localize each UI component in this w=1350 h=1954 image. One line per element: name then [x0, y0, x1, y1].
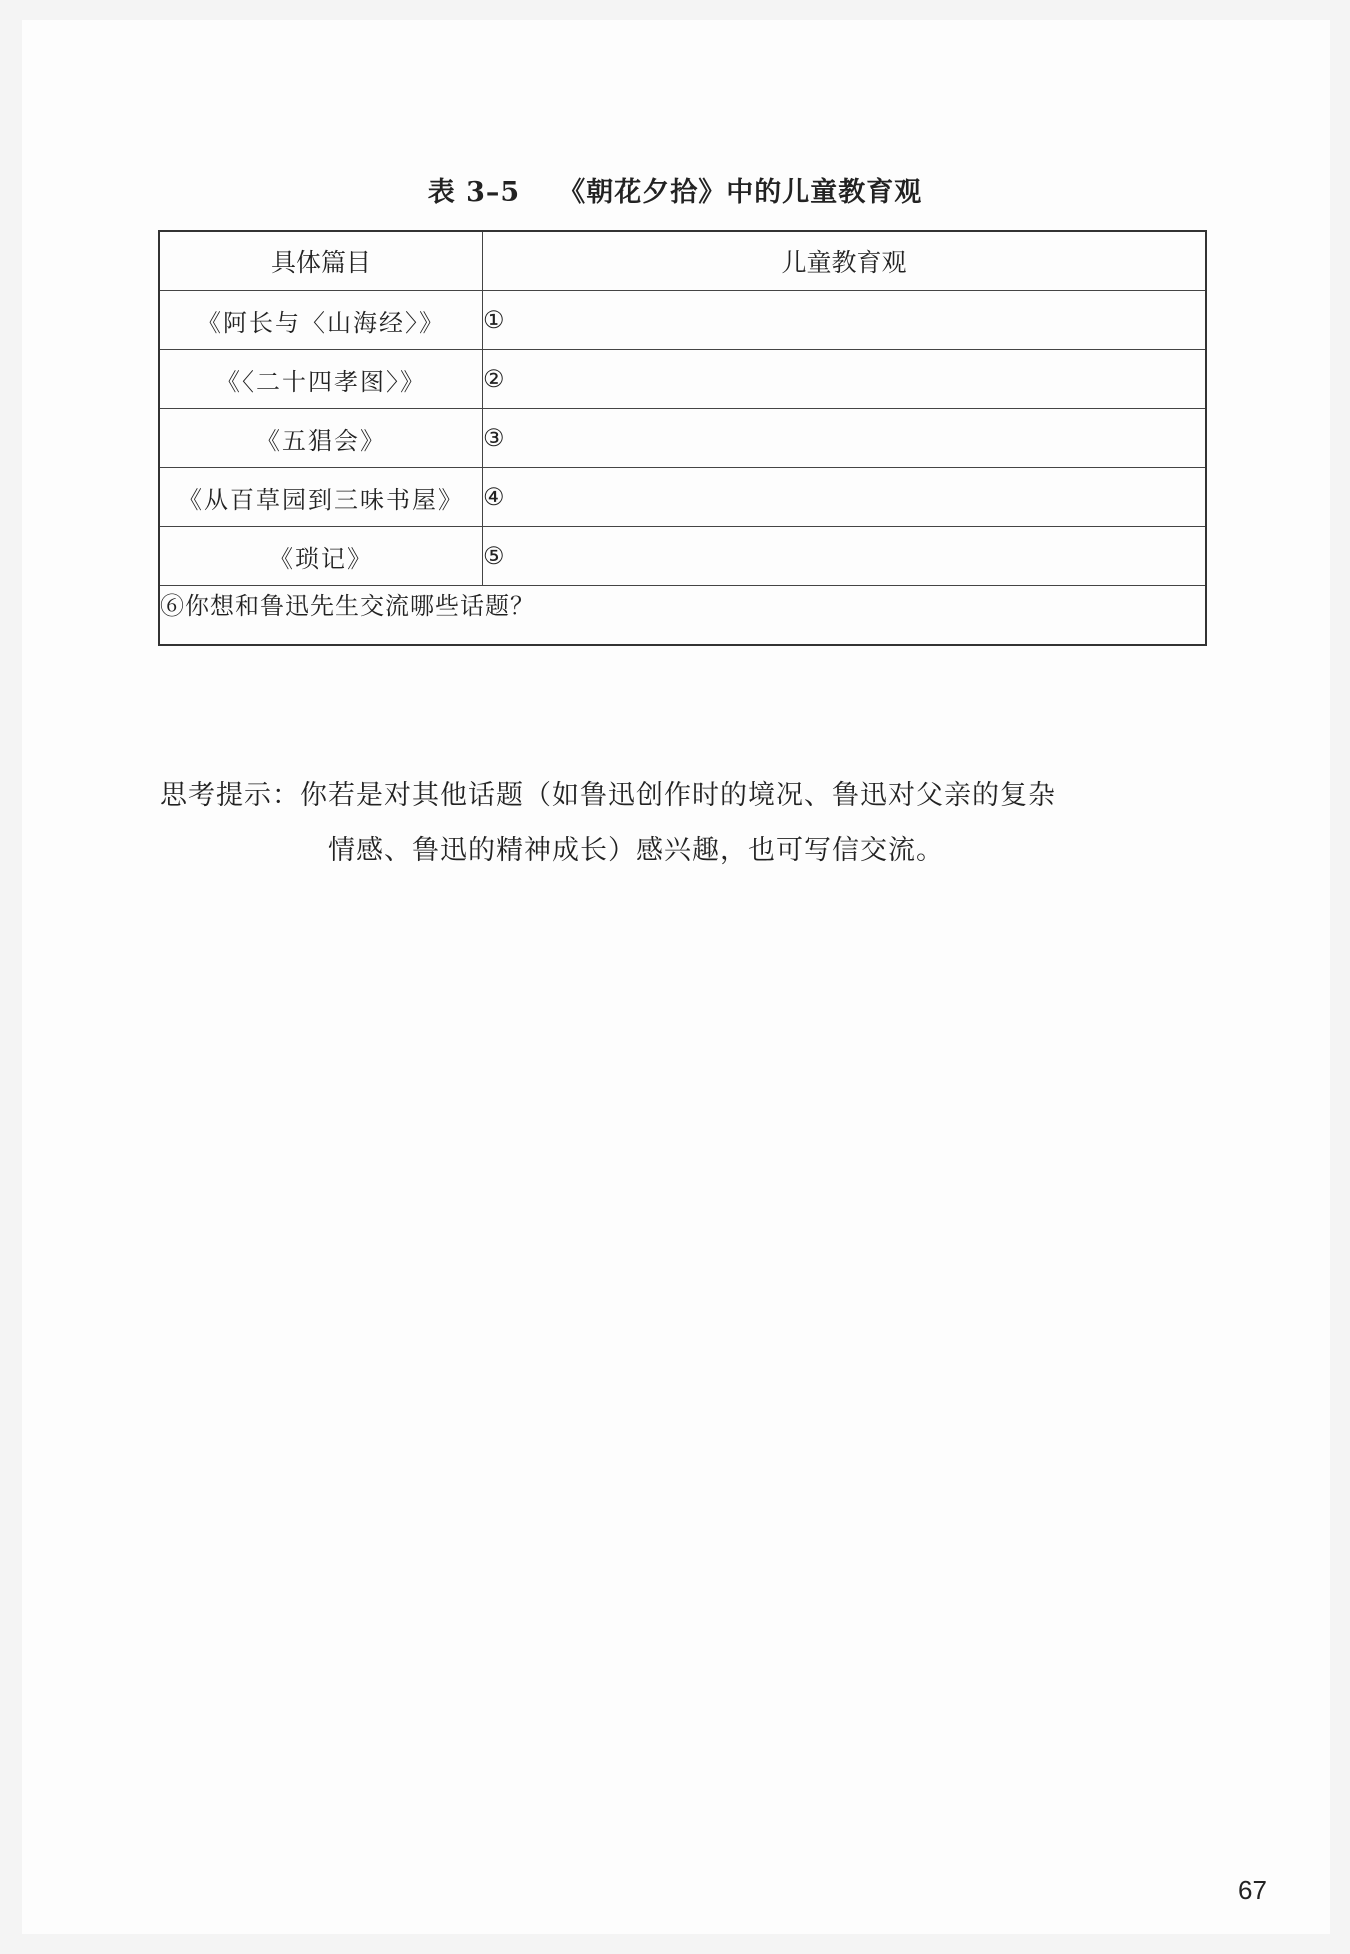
table-number: 表 3–5: [427, 177, 521, 208]
question-cell[interactable]: ⑥你想和鲁迅先生交流哪些话题？: [159, 586, 1206, 646]
table-row: [159, 350, 1206, 409]
question-row: [159, 586, 1206, 646]
answer-cell[interactable]: ⑤: [483, 527, 1207, 586]
page-number: 67: [1238, 1875, 1267, 1905]
education-table: [158, 230, 1207, 646]
table-title: 《朝花夕拾》中的儿童教育观: [558, 177, 923, 208]
table-header-row: [159, 231, 1206, 291]
answer-cell[interactable]: ④: [483, 468, 1207, 527]
thinking-hint: [160, 768, 1220, 878]
header-views: 儿童教育观: [483, 231, 1207, 291]
answer-cell[interactable]: ①: [483, 291, 1207, 350]
work-title: 《〈二十四孝图〉》: [159, 350, 483, 409]
work-title: 《五猖会》: [159, 409, 483, 468]
hint-line-1: 思考提示：你若是对其他话题（如鲁迅创作时的境况、鲁迅对父亲的复杂: [160, 780, 1056, 811]
answer-cell[interactable]: ②: [483, 350, 1207, 409]
work-title: 《从百草园到三味书屋》: [159, 468, 483, 527]
work-title: 《琐记》: [159, 527, 483, 586]
answer-cell[interactable]: ③: [483, 409, 1207, 468]
work-title: 《阿长与〈山海经〉》: [159, 291, 483, 350]
table-row: [159, 527, 1206, 586]
table-row: [159, 468, 1206, 527]
header-works: 具体篇目: [159, 231, 483, 291]
hint-line-2: 情感、鲁迅的精神成长）感兴趣，也可写信交流。: [328, 835, 944, 866]
table-row: [159, 409, 1206, 468]
table-caption: [0, 170, 1350, 209]
table-row: [159, 291, 1206, 350]
